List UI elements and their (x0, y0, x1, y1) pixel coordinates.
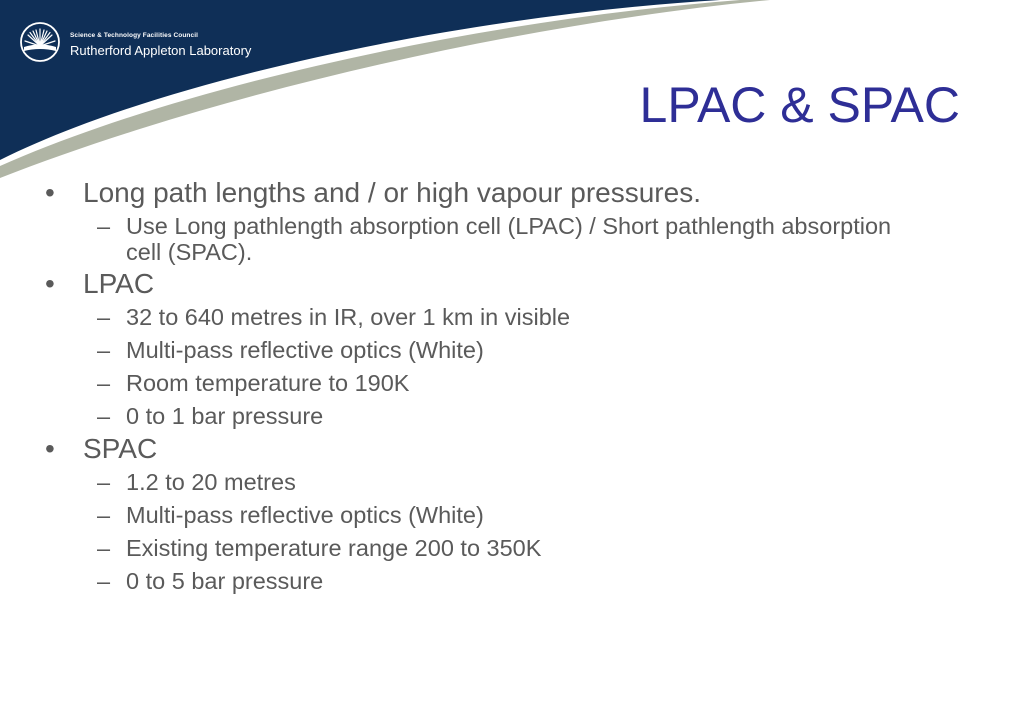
sub-bullet-dash: – (97, 403, 111, 429)
sub-list-container (40, 213, 920, 265)
bullet-text: LPAC (83, 268, 155, 299)
sub-bullet-dash: – (97, 568, 111, 594)
sub-bullet-item (40, 370, 920, 397)
bullet-dot: • (45, 177, 55, 208)
sub-list-container (40, 304, 920, 430)
sub-bullet-text: 1.2 to 20 metres (126, 469, 296, 495)
bullet-dot: • (45, 433, 55, 464)
sub-bullet-item (40, 304, 920, 331)
sub-bullet-text: 0 to 1 bar pressure (126, 403, 324, 429)
laboratory-name: Rutherford Appleton Laboratory (70, 43, 252, 58)
sub-bullet-dash: – (97, 337, 111, 363)
sub-list (40, 469, 920, 595)
sub-list (40, 213, 920, 265)
bullet-text: Long path lengths and / or high vapour pressures. (83, 177, 701, 208)
sub-bullet-item (40, 568, 920, 595)
sub-bullet-item (40, 502, 920, 529)
sub-bullet-item (40, 469, 920, 496)
bullet-item (40, 176, 920, 210)
sub-bullet-text: 32 to 640 metres in IR, over 1 km in visible (126, 304, 571, 330)
sub-bullet-dash: – (97, 469, 111, 495)
sub-bullet-item (40, 535, 920, 562)
sub-bullet-text: Multi-pass reflective optics (White) (126, 337, 484, 363)
bullet-dot: • (45, 268, 55, 299)
sub-bullet-dash: – (97, 304, 111, 330)
sub-bullet-item (40, 337, 920, 364)
council-name: Science & Technology Facilities Council (70, 32, 199, 39)
sub-bullet-item (40, 213, 920, 265)
bullet-item (40, 267, 920, 301)
sub-bullet-dash: – (97, 502, 111, 528)
sub-bullet-item (40, 403, 920, 430)
sub-bullet-text: Use Long pathlength absorption cell (LPAC) / Short pathlength absorption cell (SPAC). (126, 213, 892, 265)
sub-list (40, 304, 920, 430)
sunburst-logo-icon (18, 20, 62, 64)
stfc-logo (18, 20, 278, 64)
sub-bullet-dash: – (97, 213, 111, 239)
sub-bullet-text: 0 to 5 bar pressure (126, 568, 324, 594)
sub-bullet-dash: – (97, 535, 111, 561)
slide-title: LPAC & SPAC (639, 77, 960, 133)
sub-bullet-text: Existing temperature range 200 to 350K (126, 535, 542, 561)
bullet-item (40, 432, 920, 466)
bullet-list (40, 176, 920, 597)
bullet-text: SPAC (83, 433, 158, 464)
sub-bullet-dash: – (97, 370, 111, 396)
sub-bullet-text: Room temperature to 190K (126, 370, 410, 396)
sub-bullet-text: Multi-pass reflective optics (White) (126, 502, 484, 528)
sub-list-container (40, 469, 920, 595)
